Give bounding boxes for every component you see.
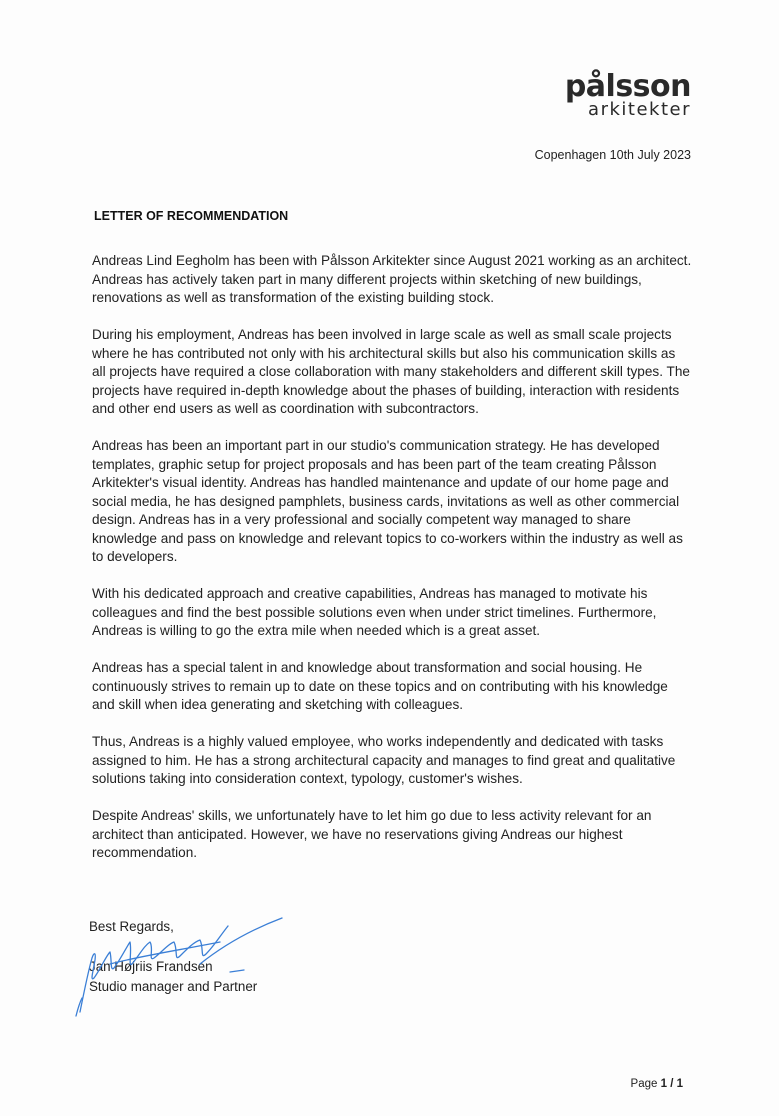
paragraph-6: Thus, Andreas is a highly valued employee, who works independently and dedicated with tasks assigned to him. He has a strong architectural capacity and manages to find great and qualitative solutions taking into consideration context, typology, customer's wishes. — [92, 734, 676, 786]
signer-name: Jan Højriis Frandsen — [89, 959, 213, 974]
page-count: 1 / 1 — [660, 1078, 683, 1090]
page-number — [631, 1078, 683, 1090]
closing-greeting: Best Regards, — [89, 919, 174, 934]
letter-date: Copenhagen 10th July 2023 — [534, 148, 691, 162]
letter-body — [92, 252, 692, 881]
letter-title: LETTER OF RECOMMENDATION — [94, 209, 289, 223]
paragraph-7: Despite Andreas' skills, we unfortunately have to let him go due to less activity relevant for an architect than anticipated. However, we have no reservations giving Andreas our highest recommendation. — [92, 808, 652, 860]
logo-wordmark: pålsson — [564, 69, 691, 104]
paragraph-3: Andreas has been an important part in our studio's communication strategy. He has developed templates, graphic setup for project proposals and has been part of the team creating Pålsson Arkitekter's visual identity. Andreas has handled maintenance and update of our home page and social media, he has designed pamphlets, business cards, invitations as well as other commercial design. Andreas has in a very professional and socially competent way managed to share knowledge and pass on knowledge and relevant topics to co-workers within the industry as well as to developers. — [92, 438, 683, 564]
logo-subtitle: arkitekter — [588, 99, 691, 120]
paragraph-5: Andreas has a special talent in and knowledge about transformation and social housing. He continuously strives to remain up to date on these topics and on contributing with his knowledge and skill when idea generating and sketching with colleagues. — [92, 660, 668, 712]
page-label: Page — [630, 1078, 661, 1090]
signature-strokes — [76, 918, 282, 1016]
paragraph-2: During his employment, Andreas has been involved in large scale as well as small scale projects where he has contributed not only with his architectural skills but also his communication skills as all projects have required a close collaboration with many stakeholders and different skill types. The projects have required in-depth knowledge about the phases of building, interaction with residents and other end users as well as coordination with subcontractors. — [92, 327, 690, 416]
paragraph-1: Andreas Lind Eegholm has been with Pålsson Arkitekter since August 2021 working as an architect. Andreas has actively taken part in many different projects within sketching of new buildings, renovations as well as transformation of the existing building stock. — [92, 253, 692, 305]
company-logo — [564, 69, 691, 120]
paragraph-4: With his dedicated approach and creative capabilities, Andreas has managed to motivate his colleagues and find the best possible solutions even when under strict timelines. Furthermore, Andreas is willing to go the extra mile when needed which is a great asset. — [92, 586, 657, 638]
signer-role: Studio manager and Partner — [89, 979, 258, 994]
handwritten-signature — [70, 912, 300, 1022]
